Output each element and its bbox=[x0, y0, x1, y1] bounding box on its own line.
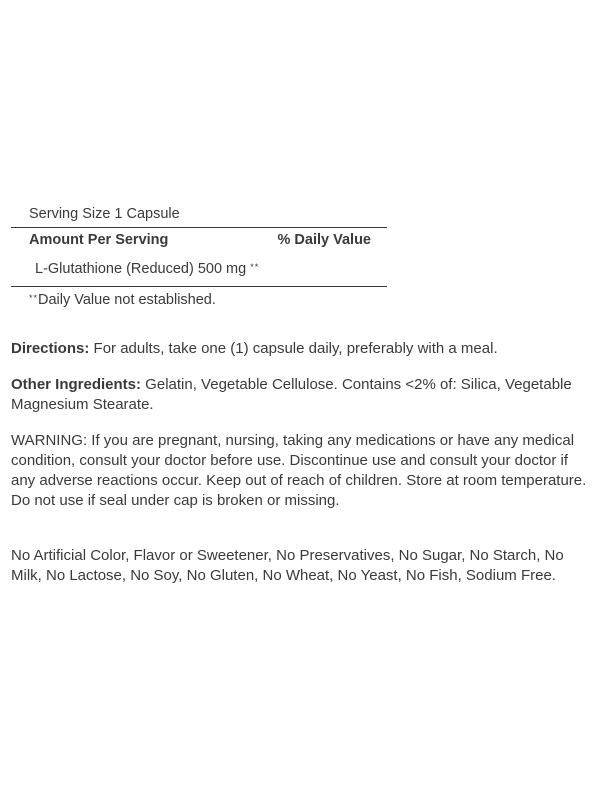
other-ingredients-text: Gelatin, Vegetable Cellulose. Contains <2% of: Silica, Vegetable Magnesium Stearate. bbox=[11, 376, 572, 413]
directions-label: Directions: bbox=[11, 340, 90, 357]
supplement-facts-panel bbox=[11, 205, 387, 308]
other-ingredients-paragraph bbox=[11, 375, 596, 415]
daily-value-footnote bbox=[11, 292, 387, 308]
other-ingredients-label: Other Ingredients: bbox=[11, 376, 142, 393]
directions-paragraph bbox=[11, 339, 596, 359]
warning-paragraph: WARNING: If you are pregnant, nursing, taking any medications or have any medical condition, consult your doctor before use. Discontinue use and consult your doctor if any adverse reactions occur. Keep out of reach of children. Store at room temperature. Do not use if seal under cap is broken or missing. bbox=[11, 432, 587, 509]
footnote-marker: ** bbox=[29, 293, 39, 303]
bottom-divider bbox=[11, 286, 387, 287]
serving-size: Serving Size 1 Capsule bbox=[29, 206, 180, 222]
facts-header-row bbox=[11, 228, 387, 254]
amount-per-serving-label: Amount Per Serving bbox=[29, 232, 169, 248]
directions-text: For adults, take one (1) capsule daily, preferably with a meal. bbox=[89, 340, 498, 357]
ingredient-footnote-marker: ** bbox=[250, 262, 260, 272]
footnote-text: Daily Value not established. bbox=[38, 292, 216, 308]
free-from-paragraph: No Artificial Color, Flavor or Sweetener, No Preservatives, No Sugar, No Starch, No Milk, No Lactose, No Soy, No Gluten, No Wheat, No Yeast, No Fish, Sodium Free. bbox=[11, 547, 564, 584]
ingredient-row bbox=[11, 254, 387, 286]
ingredient-name: L-Glutathione (Reduced) 500 mg bbox=[35, 261, 247, 277]
daily-value-label: % Daily Value bbox=[277, 232, 371, 248]
